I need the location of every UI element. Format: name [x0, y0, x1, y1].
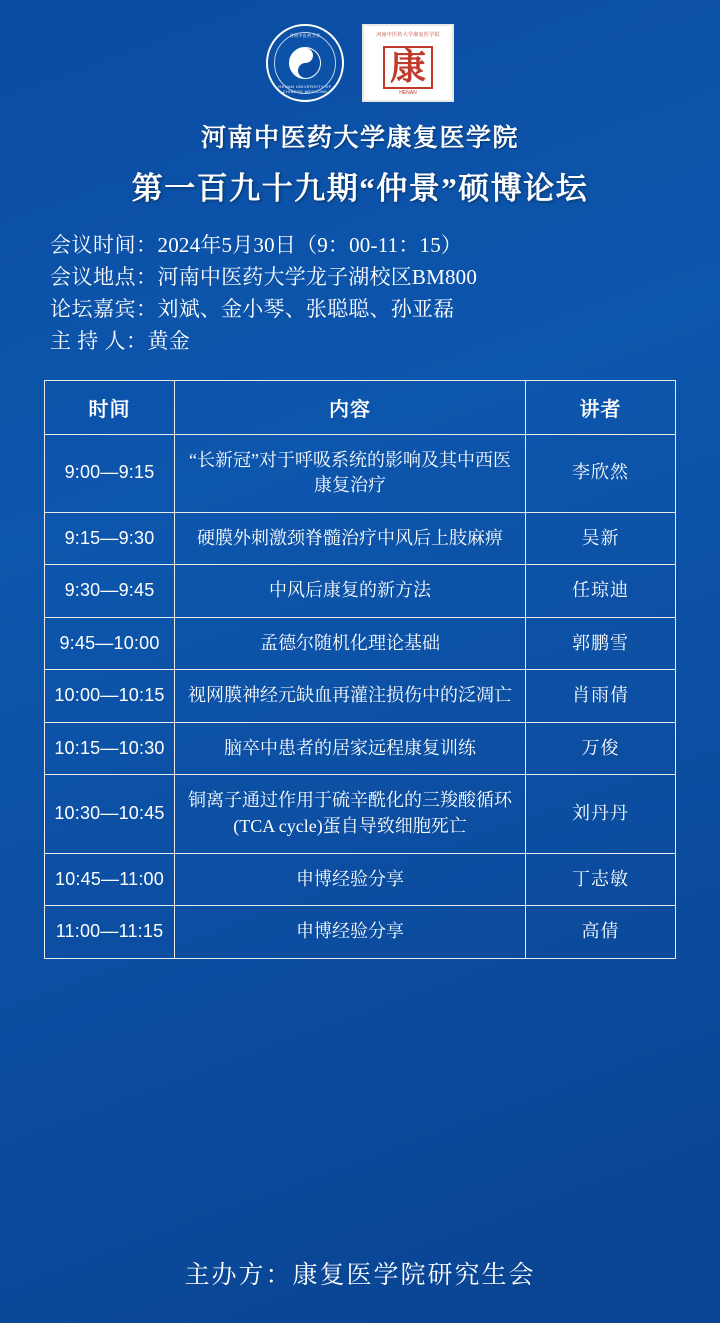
cell-topic: 硬膜外刺激颈脊髓治疗中风后上肢麻痹	[175, 512, 526, 565]
page-title: 第一百九十九期“仲景”硕博论坛	[131, 171, 589, 206]
cell-speaker: 任琼迪	[526, 565, 676, 618]
cell-speaker: 刘丹丹	[526, 775, 676, 853]
taiji-icon	[289, 47, 321, 79]
info-row-host	[50, 326, 702, 358]
info-label-time: 会议时间：	[50, 233, 158, 257]
cell-time: 10:15—10:30	[45, 722, 175, 775]
column-header-topic: 内容	[175, 380, 526, 434]
cell-time: 10:30—10:45	[45, 775, 175, 853]
cell-topic: 申博经验分享	[175, 906, 526, 959]
seal-bottom-text: HENAN UNIVERSITY OF CHINESE MEDICINE	[278, 84, 332, 94]
info-row-guests	[50, 294, 702, 326]
emblem-character: 康	[383, 46, 433, 89]
cell-time: 9:30—9:45	[45, 565, 175, 618]
info-value-guests: 刘斌、金小琴、张聪聪、孙亚磊	[157, 296, 455, 321]
cell-speaker: 李欣然	[526, 434, 676, 512]
organization-title: 河南中医药大学康复医学院	[200, 125, 519, 152]
seal-icon	[266, 24, 344, 102]
table-header-row	[45, 380, 676, 434]
column-header-time: 时间	[45, 380, 175, 434]
emblem-top-text: 河南中医药大学康复医学院	[376, 32, 440, 38]
info-value-time: 2024年5月30日（9：00-11：15）	[157, 233, 463, 257]
emblem-icon	[362, 24, 454, 102]
column-header-speaker: 讲者	[526, 380, 676, 434]
info-value-location: 河南中医药大学龙子湖校区BM800	[157, 264, 478, 289]
cell-speaker: 万俊	[526, 722, 676, 775]
table-row	[45, 434, 676, 512]
cell-speaker: 吴新	[526, 512, 676, 565]
meeting-info	[18, 230, 702, 358]
table-row	[45, 565, 676, 618]
cell-time: 11:00—11:15	[45, 906, 175, 959]
cell-speaker: 丁志敏	[526, 853, 676, 906]
cell-topic: 中风后康复的新方法	[175, 565, 526, 618]
info-value-host: 黄金	[147, 328, 190, 353]
info-row-time	[50, 230, 702, 262]
rehabilitation-college-logo	[362, 24, 454, 102]
info-row-location	[50, 262, 702, 294]
table-row	[45, 670, 676, 723]
info-label-host: 主 持 人：	[50, 328, 148, 353]
table-row	[45, 906, 676, 959]
cell-time: 9:00—9:15	[45, 434, 175, 512]
table-row	[45, 853, 676, 906]
cell-time: 10:45—11:00	[45, 853, 175, 906]
seal-top-text: 河南中医药大学	[289, 33, 321, 38]
cell-time: 9:15—9:30	[45, 512, 175, 565]
cell-topic: 铜离子通过作用于硫辛酰化的三羧酸循环(TCA cycle)蛋自导致细胞死亡	[175, 775, 526, 853]
info-label-guests: 论坛嘉宾：	[50, 296, 158, 321]
cell-topic: 申博经验分享	[175, 853, 526, 906]
cell-time: 10:00—10:15	[45, 670, 175, 723]
footer-organizer: 主办方：康复医学院研究生会	[184, 1262, 536, 1289]
cell-speaker: 郭鹏雪	[526, 617, 676, 670]
cell-topic: “长新冠”对于呼吸系统的影响及其中西医康复治疗	[175, 434, 526, 512]
schedule-table	[44, 380, 676, 959]
cell-time: 9:45—10:00	[45, 617, 175, 670]
table-row	[45, 512, 676, 565]
logo-row	[18, 24, 702, 102]
cell-topic: 脑卒中患者的居家远程康复训练	[175, 722, 526, 775]
table-row	[45, 722, 676, 775]
cell-topic: 视网膜神经元缺血再灌注损伤中的泛凋亡	[175, 670, 526, 723]
cell-topic: 孟德尔随机化理论基础	[175, 617, 526, 670]
table-row	[45, 775, 676, 853]
info-label-location: 会议地点：	[50, 264, 158, 289]
university-seal-logo	[266, 24, 344, 102]
emblem-bottom-text: HENAN	[399, 90, 417, 96]
cell-speaker: 肖雨倩	[526, 670, 676, 723]
cell-speaker: 高倩	[526, 906, 676, 959]
table-row	[45, 617, 676, 670]
